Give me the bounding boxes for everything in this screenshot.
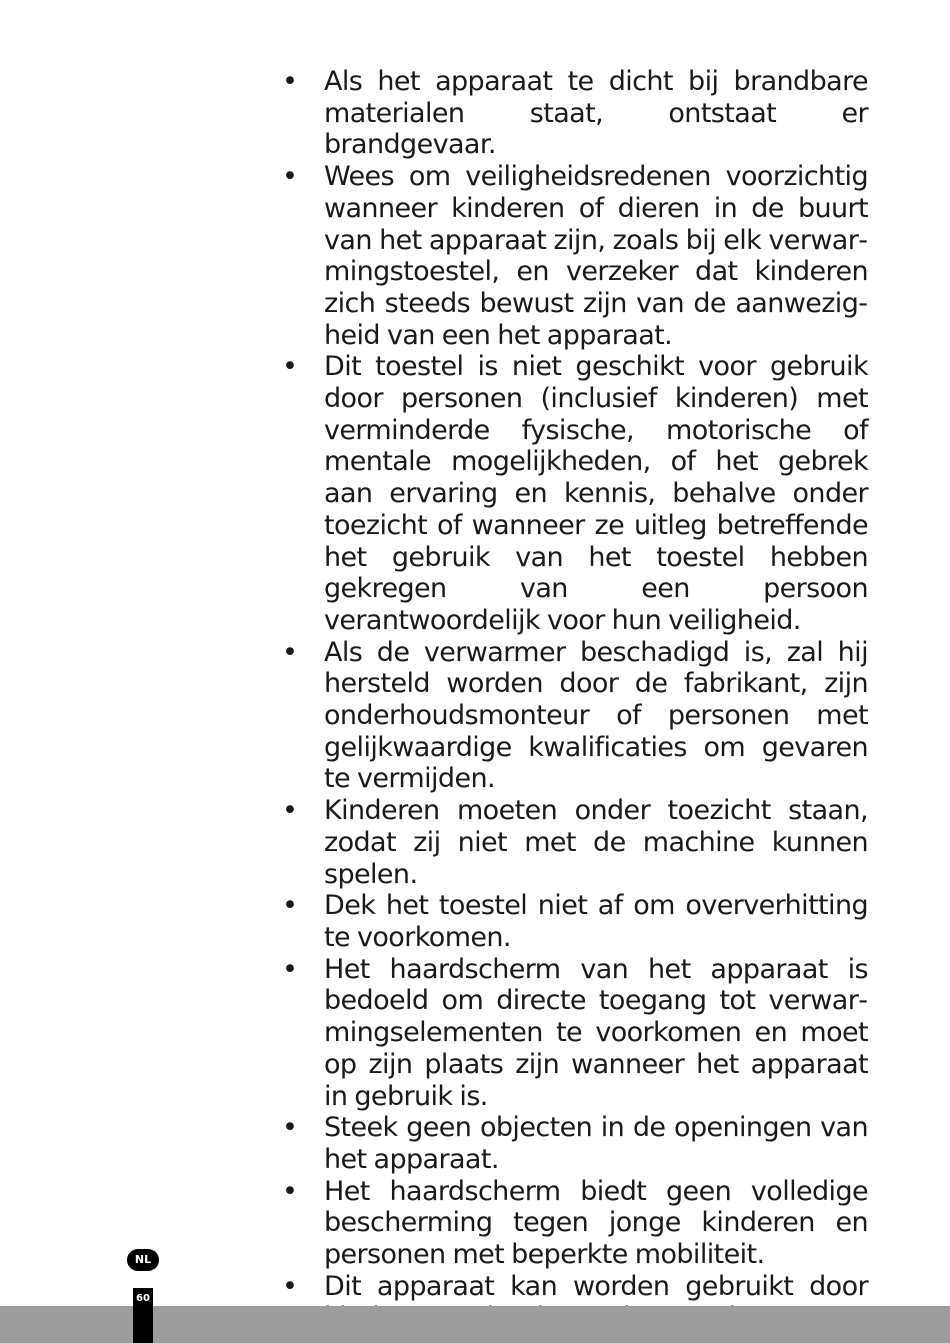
list-item-text: Steek geen objecten in de openingen van het apparaat. — [324, 1112, 868, 1175]
bullet-dot: • — [282, 1112, 298, 1144]
list-item-text: Het haardscherm biedt geen volledige bescherming tegen jonge kinderen en personen met beperkte mobiliteit. — [324, 1175, 868, 1271]
bullet-dot: • — [282, 66, 298, 97]
bullet-dot: • — [282, 636, 298, 668]
list-item — [280, 161, 868, 351]
list-item-text: Dit toestel is niet geschikt voor gebruik door personen (inclusief kinderen) met verminderde fysische, motorische of mentale mogelijkheden, of het gebrek aan ervaring en kennis, behalve onder toezicht of wanneer ze uitleg betreffende het gebruik van het toestel hebben gekregen van een persoon verantwoordelijk voor hun veiligheid. — [324, 351, 868, 636]
list-item — [280, 1176, 868, 1271]
list-item — [280, 637, 868, 796]
bullet-dot: • — [282, 1270, 298, 1302]
list-item — [280, 351, 868, 636]
list-item-text: Dit apparaat kan worden gebruikt door — [324, 1270, 868, 1302]
list-item — [280, 890, 868, 953]
bullet-dot: • — [282, 953, 298, 985]
list-item — [280, 1112, 868, 1175]
language-badge: NL — [127, 1249, 159, 1271]
list-item-text: Het haardscherm van het apparaat is bedoeld om directe toegang tot verwarmingselementen te voorkomen en moet op zijn plaats zijn wanneer het apparaat in gebruik is. — [324, 953, 868, 1112]
list-item-text: Kinderen moeten onder toezicht staan, zodat zij niet met de machine kunnen spelen. — [324, 795, 868, 890]
bullet-dot: • — [282, 161, 298, 193]
list-item-text: Dek het toestel niet af om oververhitting te voorkomen. — [324, 890, 868, 953]
list-item — [280, 954, 868, 1113]
list-item — [280, 795, 868, 890]
list-item-text: Als de verwarmer beschadigd is, zal hij hersteld worden door de fabrikant, zijn onderhoudsmonteur of personen met gelijkwaardige kwalificaties om gevaren te vermijden. — [324, 636, 868, 795]
list-item — [280, 66, 868, 161]
list-item-text: Als het apparaat te dicht bij brandbare materialen staat, ontstaat er brandgevaar. — [324, 66, 868, 161]
list-item-text: Wees om veiligheidsredenen voorzichtig wanneer kinderen of dieren in de buurt van het apparaat zijn, zoals bij elk verwarmingstoestel, en verzeker dat kinderen zich steeds bewust zijn van de aanwezigheid van een het apparaat. — [324, 161, 868, 351]
bullet-list — [280, 66, 868, 1334]
bullet-dot: • — [282, 795, 298, 827]
bullet-dot: • — [282, 351, 298, 383]
bullet-dot: • — [282, 1175, 298, 1207]
bullet-dot: • — [282, 890, 298, 922]
page-number-tab — [133, 1288, 153, 1343]
page-number: 60 — [136, 1293, 150, 1304]
